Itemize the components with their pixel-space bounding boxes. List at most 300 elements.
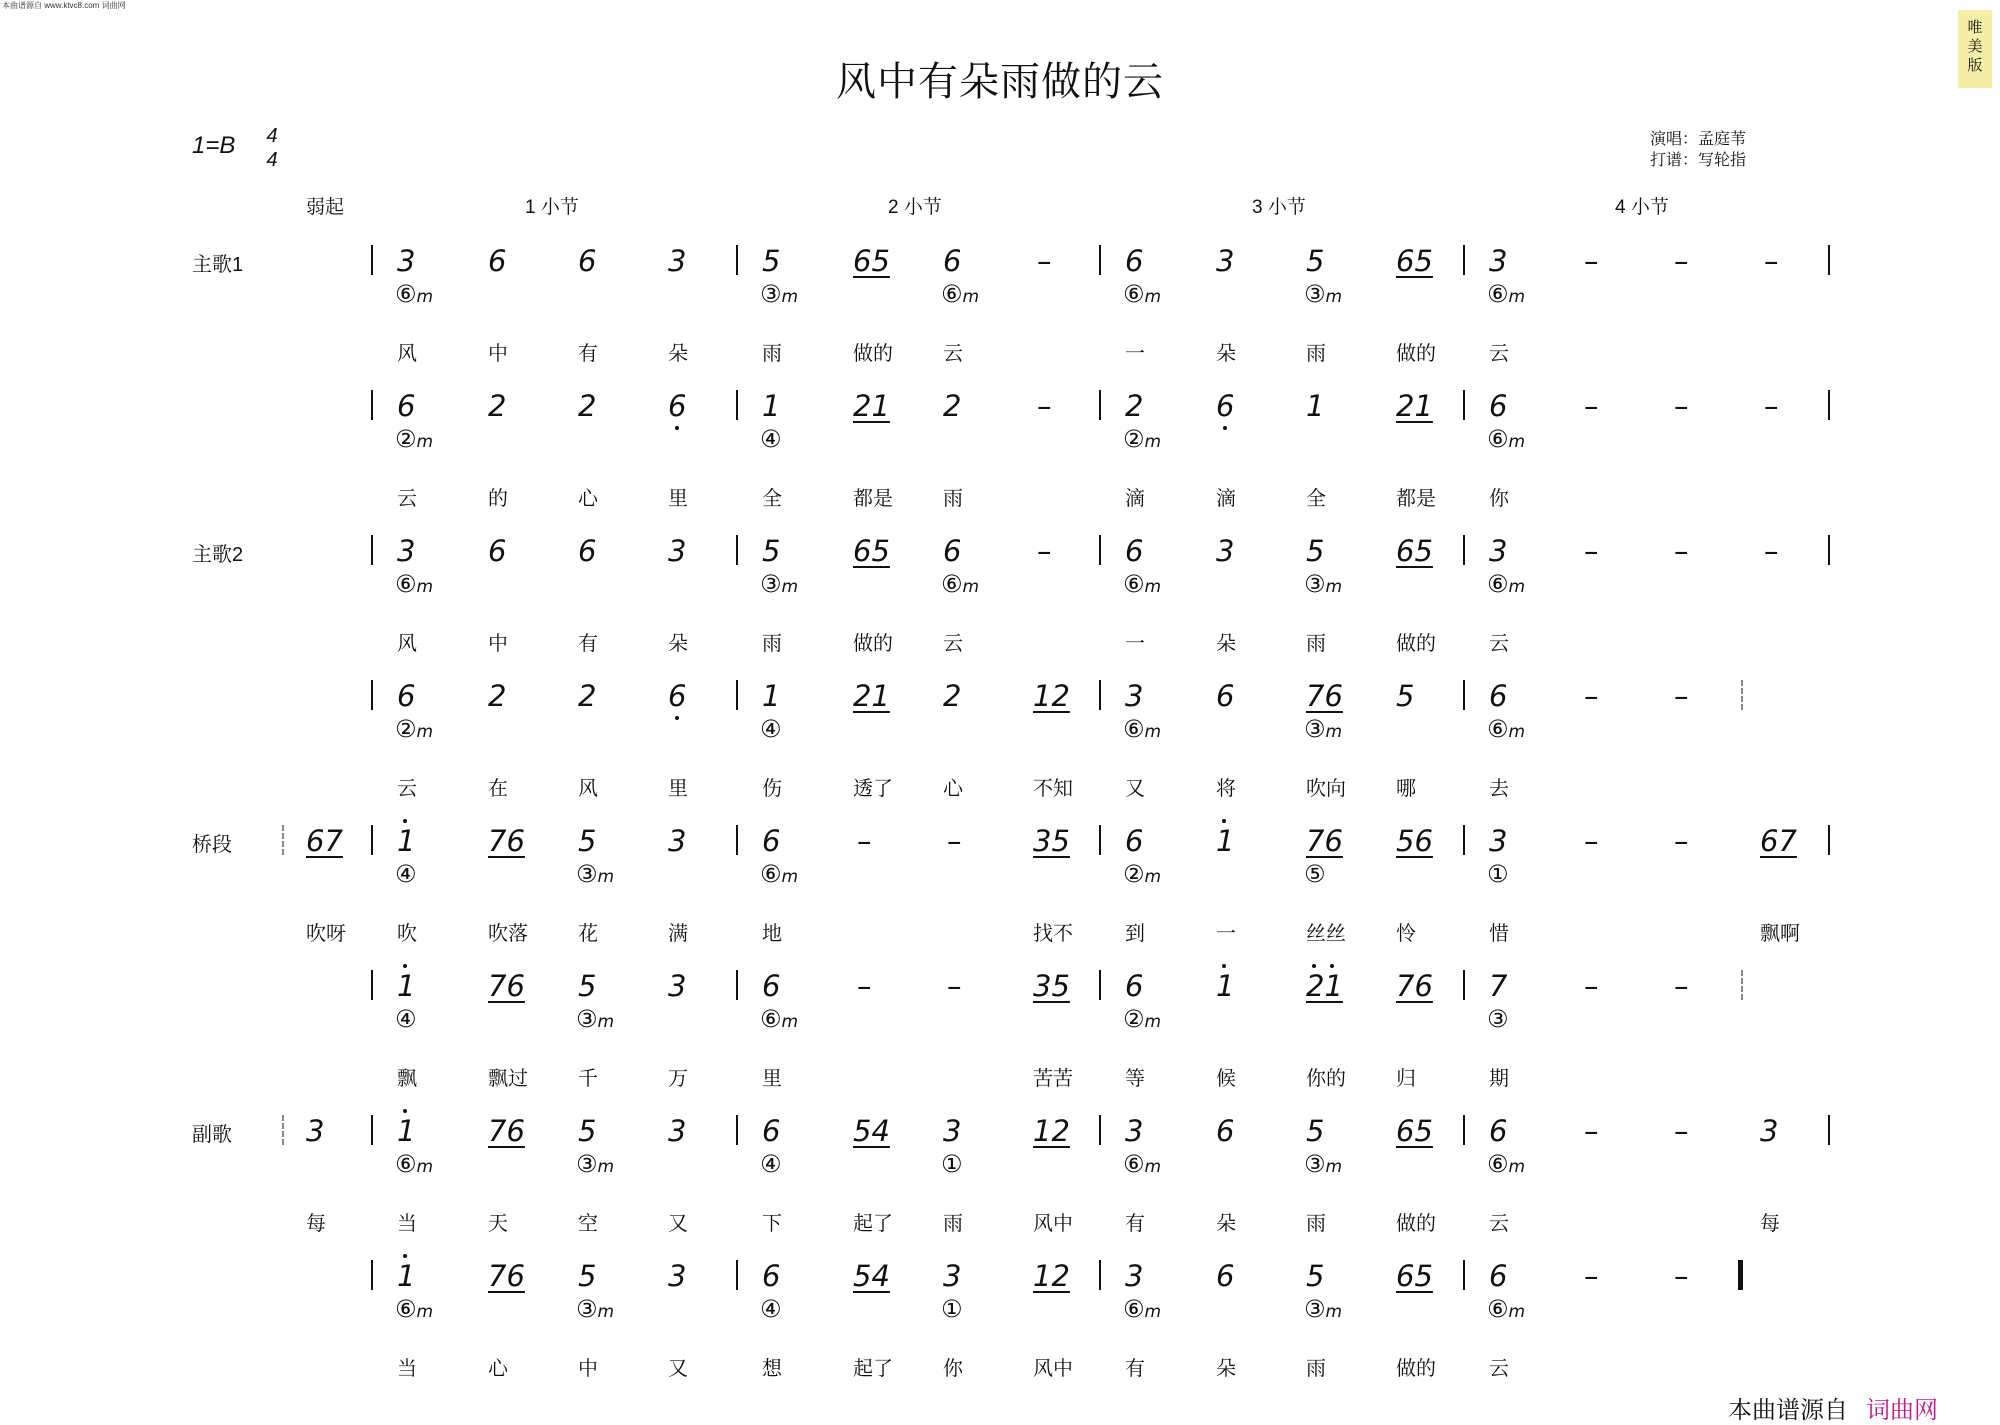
note: 3: [397, 244, 416, 278]
chord-symbol: ③m: [576, 1005, 615, 1033]
bar-line: [736, 535, 738, 565]
lyric: 你: [943, 1358, 963, 1380]
note: –: [1764, 534, 1779, 568]
note: 54: [853, 1114, 890, 1148]
note: 5: [1306, 1114, 1325, 1148]
note: 6: [1125, 824, 1144, 858]
lyric: 云: [1489, 633, 1509, 655]
note: 21: [1396, 389, 1433, 423]
lyric: 当: [397, 1358, 417, 1380]
octave-dot-below: [675, 716, 679, 720]
bar-line: [371, 680, 373, 710]
octave-dot-above: [1312, 964, 1316, 968]
note: –: [947, 969, 962, 1003]
note: 5: [578, 824, 597, 858]
time-signature-top: 4: [266, 125, 278, 147]
transcriber-credit: 打谱：写轮指: [1650, 152, 1747, 169]
bar-line: [1828, 825, 1830, 855]
chord-symbol: ⑥m: [941, 280, 980, 308]
note: 1: [397, 969, 416, 1003]
chord-symbol: ③m: [576, 1150, 615, 1178]
lyric: 里: [668, 488, 688, 510]
chord-symbol: ⑤: [1304, 860, 1326, 888]
chord-symbol: ⑥m: [1487, 280, 1526, 308]
lyric: 惜: [1489, 923, 1509, 945]
bar-line: [736, 390, 738, 420]
measure-label-3: 3 小节: [1252, 197, 1306, 218]
lyric: 下: [762, 1213, 782, 1235]
octave-dot-below: [675, 426, 679, 430]
pickup-note: 67: [306, 824, 343, 858]
bar-line: [736, 825, 738, 855]
note: 3: [1489, 244, 1508, 278]
note: 12: [1033, 1114, 1070, 1148]
note: 6: [1489, 1259, 1508, 1293]
note: 2: [578, 679, 597, 713]
lyric: 朵: [668, 343, 688, 365]
bar-line: [1463, 825, 1465, 855]
time-signature-bottom: 4: [266, 149, 278, 171]
bar-line: [1828, 535, 1830, 565]
note: –: [1584, 389, 1599, 423]
note: 6: [1216, 1259, 1235, 1293]
note: 3: [668, 824, 687, 858]
note: 21: [853, 389, 890, 423]
chord-symbol: ①: [941, 1150, 963, 1178]
note: 65: [1396, 1259, 1433, 1293]
lyric: 风中: [1033, 1213, 1073, 1235]
note: 2: [943, 679, 962, 713]
lyric: 的: [488, 488, 508, 510]
bar-line: [1099, 1260, 1101, 1290]
lyric: 有: [1125, 1358, 1145, 1380]
lyric: 云: [397, 778, 417, 800]
note: 65: [853, 244, 890, 278]
lyric: 飘: [397, 1068, 417, 1090]
note: 5: [1306, 1259, 1325, 1293]
lyric: 一: [1125, 633, 1145, 655]
bar-line: [371, 535, 373, 565]
chord-symbol: ⑥m: [1123, 715, 1162, 743]
lyric: 雨: [1306, 343, 1326, 365]
octave-dot-above: [403, 819, 407, 823]
chord-symbol: ③m: [760, 570, 799, 598]
lyric: 做的: [1396, 633, 1436, 655]
lyric: 滴: [1125, 488, 1145, 510]
note: 65: [1396, 244, 1433, 278]
bar-line: [1741, 970, 1743, 1000]
note: 3: [668, 534, 687, 568]
chord-symbol: ④: [760, 1150, 782, 1178]
bar-line: [1099, 535, 1101, 565]
measure-label-2: 2 小节: [888, 197, 942, 218]
note: 5: [578, 969, 597, 1003]
bar-line: [1463, 970, 1465, 1000]
note: 76: [1396, 969, 1433, 1003]
chord-symbol: ④: [760, 425, 782, 453]
lyric: 一: [1125, 343, 1145, 365]
note: 6: [1489, 679, 1508, 713]
octave-dot-below: [1223, 426, 1227, 430]
lyric: 做的: [1396, 1213, 1436, 1235]
octave-dot-above: [1330, 964, 1334, 968]
note: 2: [578, 389, 597, 423]
lyric: 飘过: [488, 1068, 528, 1090]
bar-line: [1828, 390, 1830, 420]
lyric: 中: [488, 633, 508, 655]
lyric: 里: [668, 778, 688, 800]
lyric: 想: [762, 1358, 782, 1380]
bar-line: [371, 245, 373, 275]
lyric: 吹: [397, 923, 417, 945]
note: 6: [1125, 534, 1144, 568]
chord-symbol: ⑥m: [760, 1005, 799, 1033]
lyric: 期: [1489, 1068, 1509, 1090]
lyric: 朵: [1216, 1358, 1236, 1380]
lyric: 万: [668, 1068, 688, 1090]
lyric: 一: [1216, 923, 1236, 945]
chord-symbol: ④: [395, 1005, 417, 1033]
pickup-lyric: 每: [306, 1213, 326, 1235]
note: 3: [668, 244, 687, 278]
lyric: 等: [1125, 1068, 1145, 1090]
lyric: 到: [1125, 923, 1145, 945]
note: –: [1584, 1114, 1599, 1148]
footer-source: 本曲谱源自: [1728, 1397, 1848, 1424]
lyric: 云: [943, 343, 963, 365]
lyric: 当: [397, 1213, 417, 1235]
lyric: 雨: [762, 633, 782, 655]
chord-symbol: ⑥m: [941, 570, 980, 598]
bar-line: [736, 1260, 738, 1290]
lyric: 滴: [1216, 488, 1236, 510]
lyric: 做的: [853, 343, 893, 365]
note: –: [1037, 244, 1052, 278]
lyric: 空: [578, 1213, 598, 1235]
note: 2: [1125, 389, 1144, 423]
bar-line: [1738, 1260, 1743, 1290]
chord-symbol: ⑥m: [1487, 570, 1526, 598]
chord-symbol: ①: [941, 1295, 963, 1323]
note: 6: [1216, 1114, 1235, 1148]
note: 3: [1760, 1114, 1779, 1148]
bar-line: [1099, 680, 1101, 710]
chord-symbol: ⑥m: [1487, 1295, 1526, 1323]
section-label: 主歌1: [192, 254, 244, 276]
note: 6: [668, 389, 687, 423]
chord-symbol: ④: [760, 715, 782, 743]
note: –: [1037, 534, 1052, 568]
bar-line: [1463, 1260, 1465, 1290]
note: 65: [853, 534, 890, 568]
lyric: 全: [762, 488, 782, 510]
note: 35: [1033, 969, 1070, 1003]
lyric: 云: [397, 488, 417, 510]
lyric: 雨: [762, 343, 782, 365]
lyric: 朵: [1216, 343, 1236, 365]
top-source-note: 本曲谱源自 www.ktvc8.com 词曲网: [2, 1, 126, 10]
chord-symbol: ③m: [1304, 280, 1343, 308]
note: 6: [943, 534, 962, 568]
octave-dot-above: [403, 964, 407, 968]
note: 6: [1125, 244, 1144, 278]
note: –: [1674, 1114, 1689, 1148]
note: 12: [1033, 679, 1070, 713]
note: 6: [1125, 969, 1144, 1003]
note: 54: [853, 1259, 890, 1293]
section-label: 副歌: [192, 1124, 232, 1146]
lyric: 雨: [1306, 633, 1326, 655]
section-label: 主歌2: [192, 544, 244, 566]
note: 65: [1396, 534, 1433, 568]
lyric: 天: [488, 1213, 508, 1235]
note: –: [1674, 969, 1689, 1003]
edition-badge: [1958, 10, 1992, 88]
note: 1: [1216, 969, 1235, 1003]
lyric: 你的: [1306, 1068, 1346, 1090]
note: 5: [1306, 534, 1325, 568]
note: –: [1764, 389, 1779, 423]
note: 65: [1396, 1114, 1433, 1148]
note: 3: [1216, 534, 1235, 568]
bar-line: [371, 825, 373, 855]
note: 6: [488, 244, 507, 278]
footer-site: 词曲网: [1866, 1397, 1938, 1424]
lyric: 地: [762, 923, 782, 945]
lyric: 你: [1489, 488, 1509, 510]
octave-dot-above: [1222, 964, 1226, 968]
note: 5: [762, 244, 781, 278]
bar-line: [1463, 680, 1465, 710]
bar-line: [371, 1115, 373, 1145]
page-title: 风中有朵雨做的云: [836, 59, 1164, 105]
note: 1: [1306, 389, 1325, 423]
chord-symbol: ③m: [1304, 1295, 1343, 1323]
lyric: 雨: [1306, 1358, 1326, 1380]
bar-line: [371, 390, 373, 420]
note: 35: [1033, 824, 1070, 858]
lyric: 雨: [943, 1213, 963, 1235]
lyric: 吹落: [488, 923, 528, 945]
lyric: 伤: [762, 778, 782, 800]
note: 67: [1760, 824, 1797, 858]
note: 7: [1489, 969, 1508, 1003]
note: 1: [397, 1259, 416, 1293]
note: –: [947, 824, 962, 858]
note: 2: [943, 389, 962, 423]
note: –: [1584, 679, 1599, 713]
note: 6: [943, 244, 962, 278]
note: 3: [668, 969, 687, 1003]
note: 12: [1033, 1259, 1070, 1293]
lyric: 又: [668, 1213, 688, 1235]
note: 1: [397, 1114, 416, 1148]
note: –: [1584, 244, 1599, 278]
note: 1: [397, 824, 416, 858]
lyric: 风: [578, 778, 598, 800]
pickup-bar-line: [282, 825, 284, 855]
chord-symbol: ⑥m: [1123, 280, 1162, 308]
chord-symbol: ⑥m: [395, 1295, 434, 1323]
lyric: 心: [488, 1358, 508, 1380]
lyric: 找不: [1033, 923, 1073, 945]
note: 6: [578, 244, 597, 278]
note: 6: [1216, 389, 1235, 423]
chord-symbol: ⑥m: [395, 280, 434, 308]
lyric: 将: [1216, 778, 1236, 800]
lyric: 哪: [1396, 778, 1416, 800]
pickup-bar-line: [282, 1115, 284, 1145]
note: 6: [762, 1114, 781, 1148]
lyric: 起了: [853, 1213, 893, 1235]
bar-line: [1463, 390, 1465, 420]
bar-line: [736, 970, 738, 1000]
chord-symbol: ③m: [1304, 715, 1343, 743]
note: 6: [578, 534, 597, 568]
chord-symbol: ③m: [576, 860, 615, 888]
note: 6: [762, 824, 781, 858]
bar-line: [1463, 1115, 1465, 1145]
note: 1: [762, 679, 781, 713]
lyric: 不知: [1033, 778, 1073, 800]
lyric: 有: [1125, 1213, 1145, 1235]
note: –: [1584, 969, 1599, 1003]
note: 56: [1396, 824, 1433, 858]
chord-symbol: ②m: [1123, 1005, 1162, 1033]
key-signature: 1=B: [192, 132, 236, 159]
lyric: 雨: [943, 488, 963, 510]
bar-line: [1099, 1115, 1101, 1145]
note: 2: [488, 389, 507, 423]
note: 76: [488, 969, 525, 1003]
lyric: 做的: [853, 633, 893, 655]
octave-dot-above: [403, 1254, 407, 1258]
footer: [1728, 1390, 1938, 1425]
pickup-note: 3: [306, 1114, 325, 1148]
note: 6: [397, 679, 416, 713]
chord-symbol: ④: [395, 860, 417, 888]
lyric: 风: [397, 343, 417, 365]
pickup-lyric: 吹呀: [306, 923, 346, 945]
lyric: 怜: [1396, 923, 1416, 945]
note: 3: [668, 1114, 687, 1148]
chord-symbol: ⑥m: [1487, 715, 1526, 743]
bar-line: [1741, 680, 1743, 710]
measure-label-1: 1 小节: [525, 197, 579, 218]
lyric: 雨: [1306, 1213, 1326, 1235]
chord-symbol: ②m: [395, 425, 434, 453]
note: –: [1674, 824, 1689, 858]
note: 76: [1306, 824, 1343, 858]
note: 76: [1306, 679, 1343, 713]
note: 6: [488, 534, 507, 568]
lyric: 苦苦: [1033, 1068, 1073, 1090]
chord-symbol: ③: [1487, 1005, 1509, 1033]
note: 5: [762, 534, 781, 568]
lyric: 又: [668, 1358, 688, 1380]
bar-line: [1099, 970, 1101, 1000]
note: –: [857, 824, 872, 858]
bar-line: [736, 680, 738, 710]
octave-dot-above: [1222, 819, 1226, 823]
note: –: [1584, 534, 1599, 568]
note: 21: [853, 679, 890, 713]
chord-symbol: ③m: [1304, 1150, 1343, 1178]
note: 3: [1125, 1259, 1144, 1293]
octave-dot-above: [403, 1109, 407, 1113]
note: –: [1037, 389, 1052, 423]
note: 76: [488, 824, 525, 858]
note: –: [1584, 824, 1599, 858]
chord-symbol: ③m: [760, 280, 799, 308]
lyric: 有: [578, 343, 598, 365]
lyric: 又: [1125, 778, 1145, 800]
chord-symbol: ⑥m: [1123, 1150, 1162, 1178]
lyric: 全: [1306, 488, 1326, 510]
lyric: 飘啊: [1760, 923, 1800, 945]
chord-symbol: ②m: [1123, 425, 1162, 453]
bar-line: [1828, 1115, 1830, 1145]
chord-symbol: ⑥m: [395, 1150, 434, 1178]
lyric: 风中: [1033, 1358, 1073, 1380]
bar-line: [1099, 245, 1101, 275]
lyric: 云: [1489, 1213, 1509, 1235]
note: –: [1674, 1259, 1689, 1293]
note: –: [1674, 679, 1689, 713]
lyric: 归: [1396, 1068, 1416, 1090]
lyric: 都是: [1396, 488, 1436, 510]
note: 1: [1216, 824, 1235, 858]
note: –: [857, 969, 872, 1003]
chord-symbol: ③m: [576, 1295, 615, 1323]
bar-line: [1463, 535, 1465, 565]
note: 1: [762, 389, 781, 423]
lyric: 朵: [1216, 1213, 1236, 1235]
bar-line: [1099, 825, 1101, 855]
section-label: 桥段: [192, 834, 232, 856]
lyric: 都是: [853, 488, 893, 510]
note: –: [1764, 244, 1779, 278]
chord-symbol: ②m: [395, 715, 434, 743]
lyric: 心: [943, 778, 963, 800]
note: 3: [1125, 1114, 1144, 1148]
lyric: 花: [578, 923, 598, 945]
note: –: [1674, 244, 1689, 278]
chord-symbol: ④: [760, 1295, 782, 1323]
lyric: 风: [397, 633, 417, 655]
lyric: 在: [488, 778, 508, 800]
note: 76: [488, 1259, 525, 1293]
lyric: 吹向: [1306, 778, 1346, 800]
note: 6: [397, 389, 416, 423]
chord-symbol: ⑥m: [1487, 1150, 1526, 1178]
lyric: 透了: [853, 778, 893, 800]
chord-symbol: ⑥m: [1123, 570, 1162, 598]
chord-symbol: ⑥m: [760, 860, 799, 888]
bar-line: [1828, 245, 1830, 275]
note: 6: [762, 969, 781, 1003]
lyric: 丝丝: [1306, 923, 1346, 945]
lyric: 里: [762, 1068, 782, 1090]
note: 6: [668, 679, 687, 713]
lyric: 有: [578, 633, 598, 655]
chord-symbol: ②m: [1123, 860, 1162, 888]
note: 3: [1489, 534, 1508, 568]
lyric: 朵: [1216, 633, 1236, 655]
lyric: 千: [578, 1068, 598, 1090]
note: 3: [1216, 244, 1235, 278]
chord-symbol: ⑥m: [1123, 1295, 1162, 1323]
